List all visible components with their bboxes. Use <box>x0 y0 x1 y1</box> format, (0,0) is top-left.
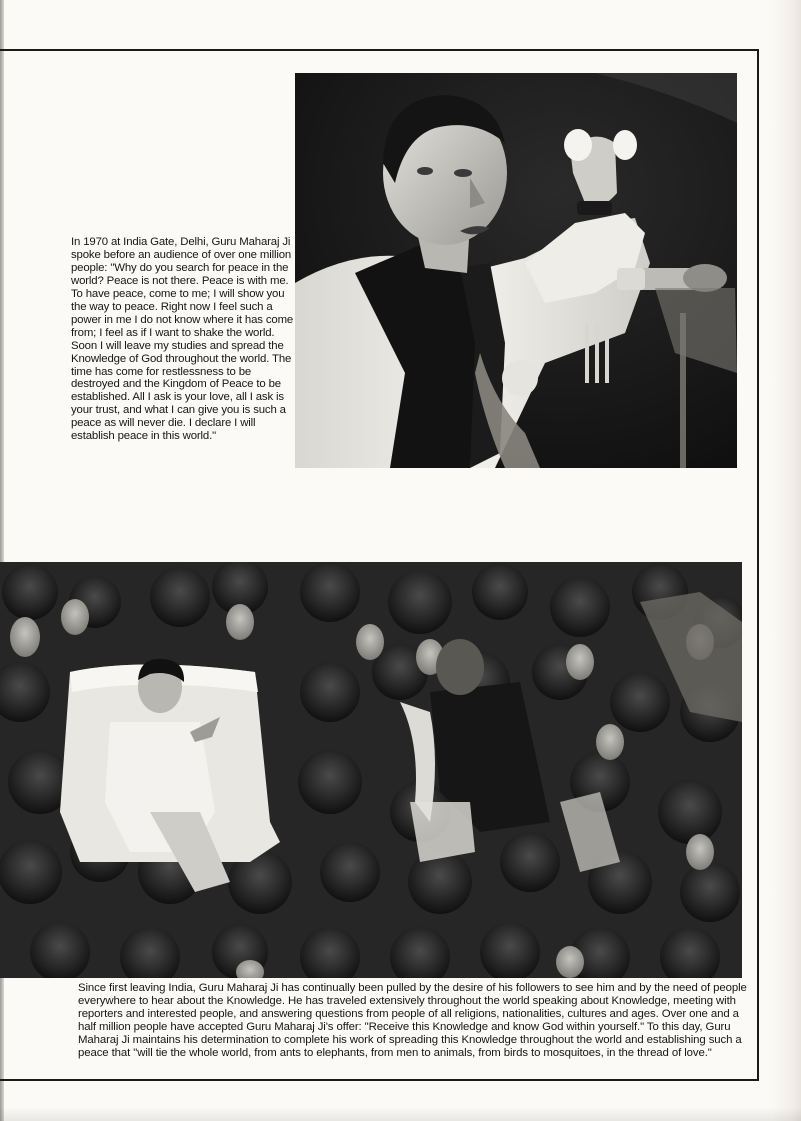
page-right-margin <box>771 0 801 1121</box>
bottom-photo-caption: Since first leaving India, Guru Maharaj Ji has continually been pulled by the desire of his followers to see him and by the need of people everywhere to hear about the Knowledge. He has traveled extensively throughout the world speaking about Knowledge, meeting with reporters and interested people, and answering questions from people of all religions, nationalities, cultures and ages. Over one and a half million people have accepted Guru Maharaj Ji's offer: "Receive this Knowledge and know God within yourself." To this day, Guru Maharaj Ji maintains his determination to complete his work of spreading this Knowledge throughout the world and establishing such a peace that "will tie the whole world, from ants to elephants, from men to animals, from birds to mosquitoes, in the thread of love." <box>78 982 747 1059</box>
crowd-photo-illustration <box>0 562 742 978</box>
photo-speaker-at-microphone <box>295 73 737 468</box>
top-photo-caption: In 1970 at India Gate, Delhi, Guru Maharaj Ji spoke before an audience of over one million people: "Why do you search for peace in the world? Peace is not there. Peace is with me. To have peace, come to me; I will show you the way to peace. Right now I feel such a power in me I do not know where it has come from; I feel as if I want to shake the world. Soon I will leave my studies and spread the Knowledge of God throughout the world. The time has come for restlessness to be destroyed and the Kingdom of Peace to be established. All I ask is your love, all I ask is your trust, and what I can give you is such a peace as will never die. I declare I will establish peace in this world." <box>71 236 294 443</box>
speaker-photo-illustration <box>295 73 737 468</box>
page-bottom-shadow <box>0 1107 801 1121</box>
photo-guru-among-crowd <box>0 562 742 978</box>
